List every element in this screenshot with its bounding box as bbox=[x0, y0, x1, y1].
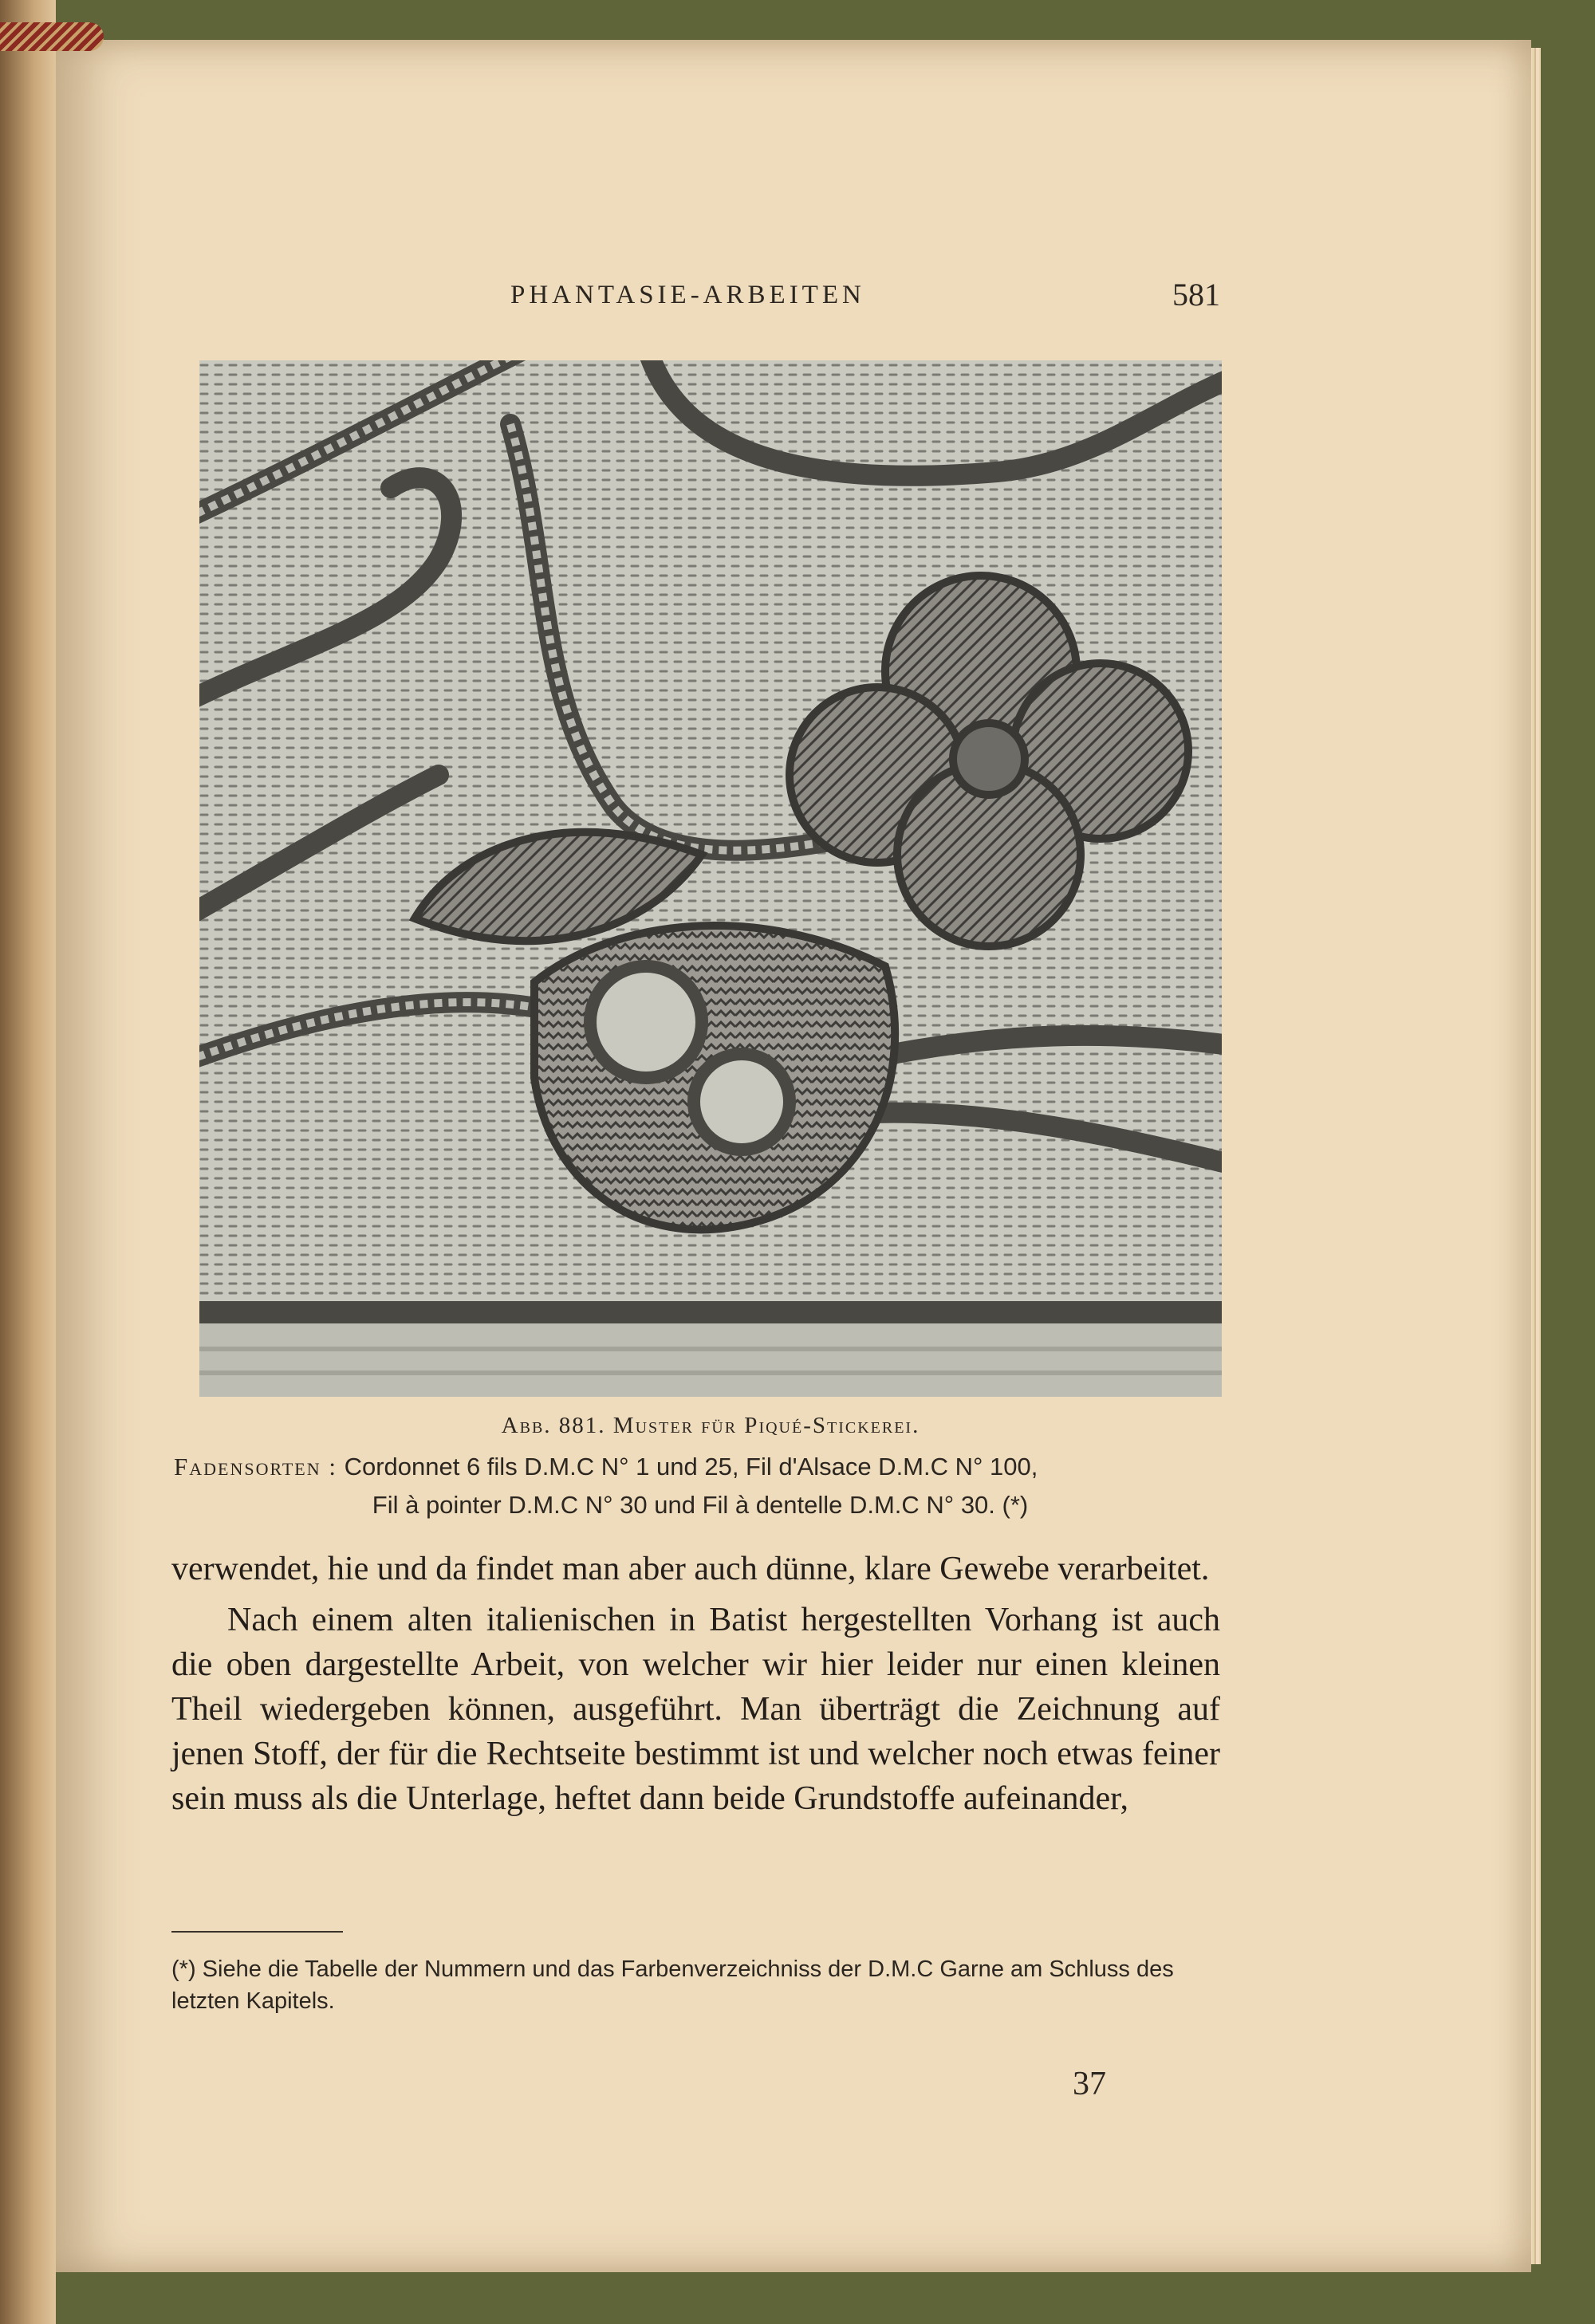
bookmark-ribbon bbox=[0, 22, 104, 51]
materials-line-2: Fil à pointer D.M.C N° 30 und Fil à dentelle D.M.C N° 30. (*) bbox=[372, 1491, 1029, 1519]
embroidery-illustration bbox=[199, 360, 1222, 1397]
footnote: (*) Siehe die Tabelle der Nummern und das Farbenverzeichniss der D.M.C Garne am Schluss des letzten Kapitels. bbox=[171, 1956, 1174, 2014]
body-text bbox=[171, 1547, 1220, 1827]
page-number: 581 bbox=[1172, 277, 1220, 313]
book-gutter bbox=[0, 0, 56, 2324]
materials-line-1: Cordonnet 6 fils D.M.C N° 1 und 25, Fil d'Alsace D.M.C N° 100, bbox=[344, 1453, 1038, 1481]
materials-label: Fadensorten : bbox=[174, 1453, 337, 1481]
footnote-divider bbox=[171, 1931, 343, 1933]
figure-caption: Abb. 881. Muster für Piqué-Stickerei. bbox=[501, 1413, 920, 1438]
embroidery-pattern-image bbox=[199, 360, 1222, 1397]
paragraph-2: Nach einem alten italienischen in Batist hergestellten Vorhang ist auch die oben dargestellte Arbeit, von welcher wir hier leider nur einen kleinen Theil wiedergeben können, ausgeführt. Man überträgt die Zeichnung auf jenen Stoff, der für die Rechtseite bestimmt ist und welcher noch etwas feiner sein muss als die Unterlage, heftet dann beide Grundstoffe aufeinander, bbox=[171, 1602, 1220, 1817]
paragraph-1: verwendet, hie und da findet man aber auch dünne, klare Gewebe verarbeitet. bbox=[171, 1551, 1210, 1587]
signature-mark: 37 bbox=[1073, 2066, 1106, 2102]
thread-materials bbox=[174, 1448, 1227, 1524]
running-head: PHANTASIE-ARBEITEN bbox=[510, 281, 865, 309]
